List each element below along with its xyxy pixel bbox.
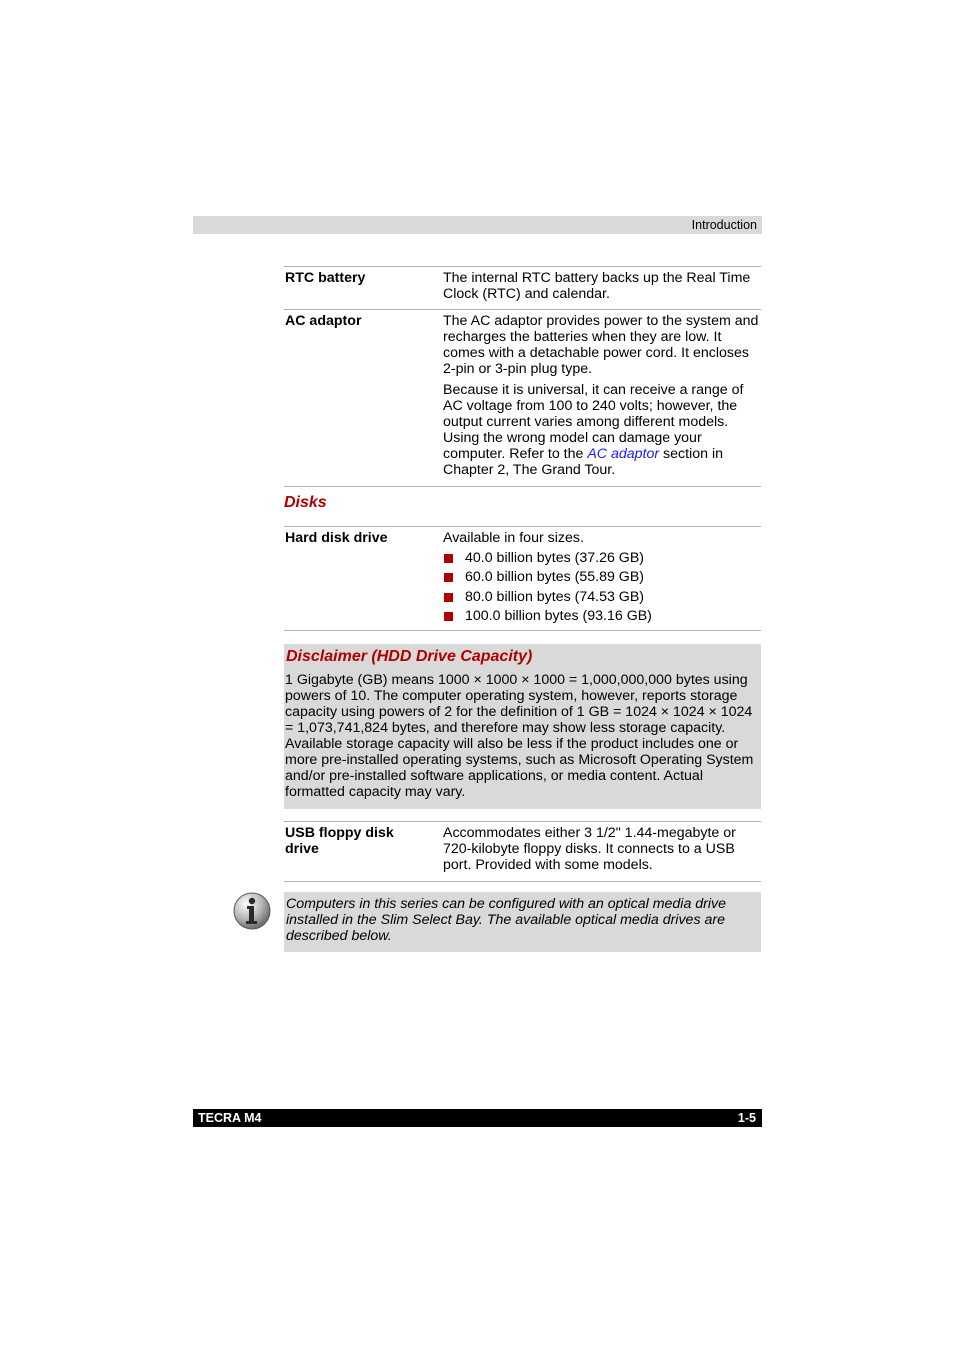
page-header-bar — [193, 216, 762, 234]
table-divider — [284, 526, 761, 527]
header-section-label: Introduction — [691, 218, 757, 232]
desc-text: section in Chapter 2, The Grand Tour. — [443, 446, 723, 478]
desc-ac-adaptor — [443, 313, 759, 478]
desc-text: The internal RTC battery backs up the Real Time Clock (RTC) and calendar. — [443, 270, 751, 302]
term-rtc-battery: RTC battery — [285, 270, 366, 286]
footer-model: TECRA M4 — [198, 1111, 262, 1125]
desc-text: Because it is universal, it can receive a range of AC voltage from 100 to 240 volts; however, the output current varies among different models. Using the wrong model can damage your computer. Refer to the — [443, 382, 744, 462]
list-item — [443, 568, 759, 587]
info-icon — [232, 891, 272, 931]
table-divider — [284, 486, 761, 487]
footer-page-number: 1-5 — [737, 1111, 756, 1125]
bullet-square-icon — [444, 573, 453, 582]
bullet-square-icon — [444, 612, 453, 621]
note-text: Computers in this series can be configured with an optical media drive installed in the Slim Select Bay. The available optical media drives are described below. — [286, 896, 727, 944]
list-item-text: 100.0 billion bytes (93.16 GB) — [465, 607, 652, 624]
desc-hard-disk-drive — [443, 530, 759, 626]
desc-text: Available in four sizes. — [443, 530, 584, 546]
table-divider — [284, 309, 761, 310]
desc-text: Accommodates either 3 1/2" 1.44-megabyte or 720-kilobyte floppy disks. It connects to a USB port. Provided with some models. — [443, 825, 736, 873]
table-divider — [284, 630, 761, 631]
section-title-disks: Disks — [284, 494, 327, 511]
note-box — [284, 892, 761, 952]
desc-rtc-battery — [443, 270, 759, 302]
desc-usb-floppy-disk-drive — [443, 825, 759, 873]
term-hard-disk-drive: Hard disk drive — [285, 530, 388, 546]
list-item — [443, 549, 759, 568]
term-usb-floppy-disk-drive: USB floppy disk drive — [285, 825, 394, 857]
bullet-square-icon — [444, 554, 453, 563]
table-divider — [284, 881, 761, 882]
disclaimer-box — [284, 644, 761, 809]
list-item-text: 60.0 billion bytes (55.89 GB) — [465, 569, 645, 586]
hdd-size-list — [443, 549, 759, 626]
desc-paragraph: The AC adaptor provides power to the system and recharges the batteries when they are low. It comes with a detachable power cord. It encloses 2-pin or 3-pin plug type. — [443, 313, 759, 377]
desc-paragraph — [443, 382, 759, 478]
list-item — [443, 588, 759, 607]
list-item — [443, 607, 759, 626]
term-ac-adaptor: AC adaptor — [285, 313, 362, 329]
disclaimer-body: 1 Gigabyte (GB) means 1000 × 1000 × 1000 = 1,000,000,000 bytes using powers of 10. The computer operating system, however, reports storage capacity using powers of 2 for the definition of 1 GB = 1024 × 1024 × 1024 = 1,073,741,824 bytes, and therefore may show less storage capacity. Available storage capacity will also be less if the product includes one or more pre-installed operating systems, such as Microsoft Operating System and/or pre-installed software applications, or media content. Actual formatted capacity may vary. — [285, 672, 754, 800]
disclaimer-title: Disclaimer (HDD Drive Capacity) — [286, 648, 533, 665]
page-footer-bar — [193, 1109, 762, 1127]
table-divider — [284, 266, 761, 267]
bullet-square-icon — [444, 593, 453, 602]
table-divider — [284, 821, 761, 822]
list-item-text: 40.0 billion bytes (37.26 GB) — [465, 550, 645, 566]
list-item-text: 80.0 billion bytes (74.53 GB) — [465, 588, 645, 605]
ac-adaptor-link[interactable]: AC adaptor — [587, 446, 660, 462]
